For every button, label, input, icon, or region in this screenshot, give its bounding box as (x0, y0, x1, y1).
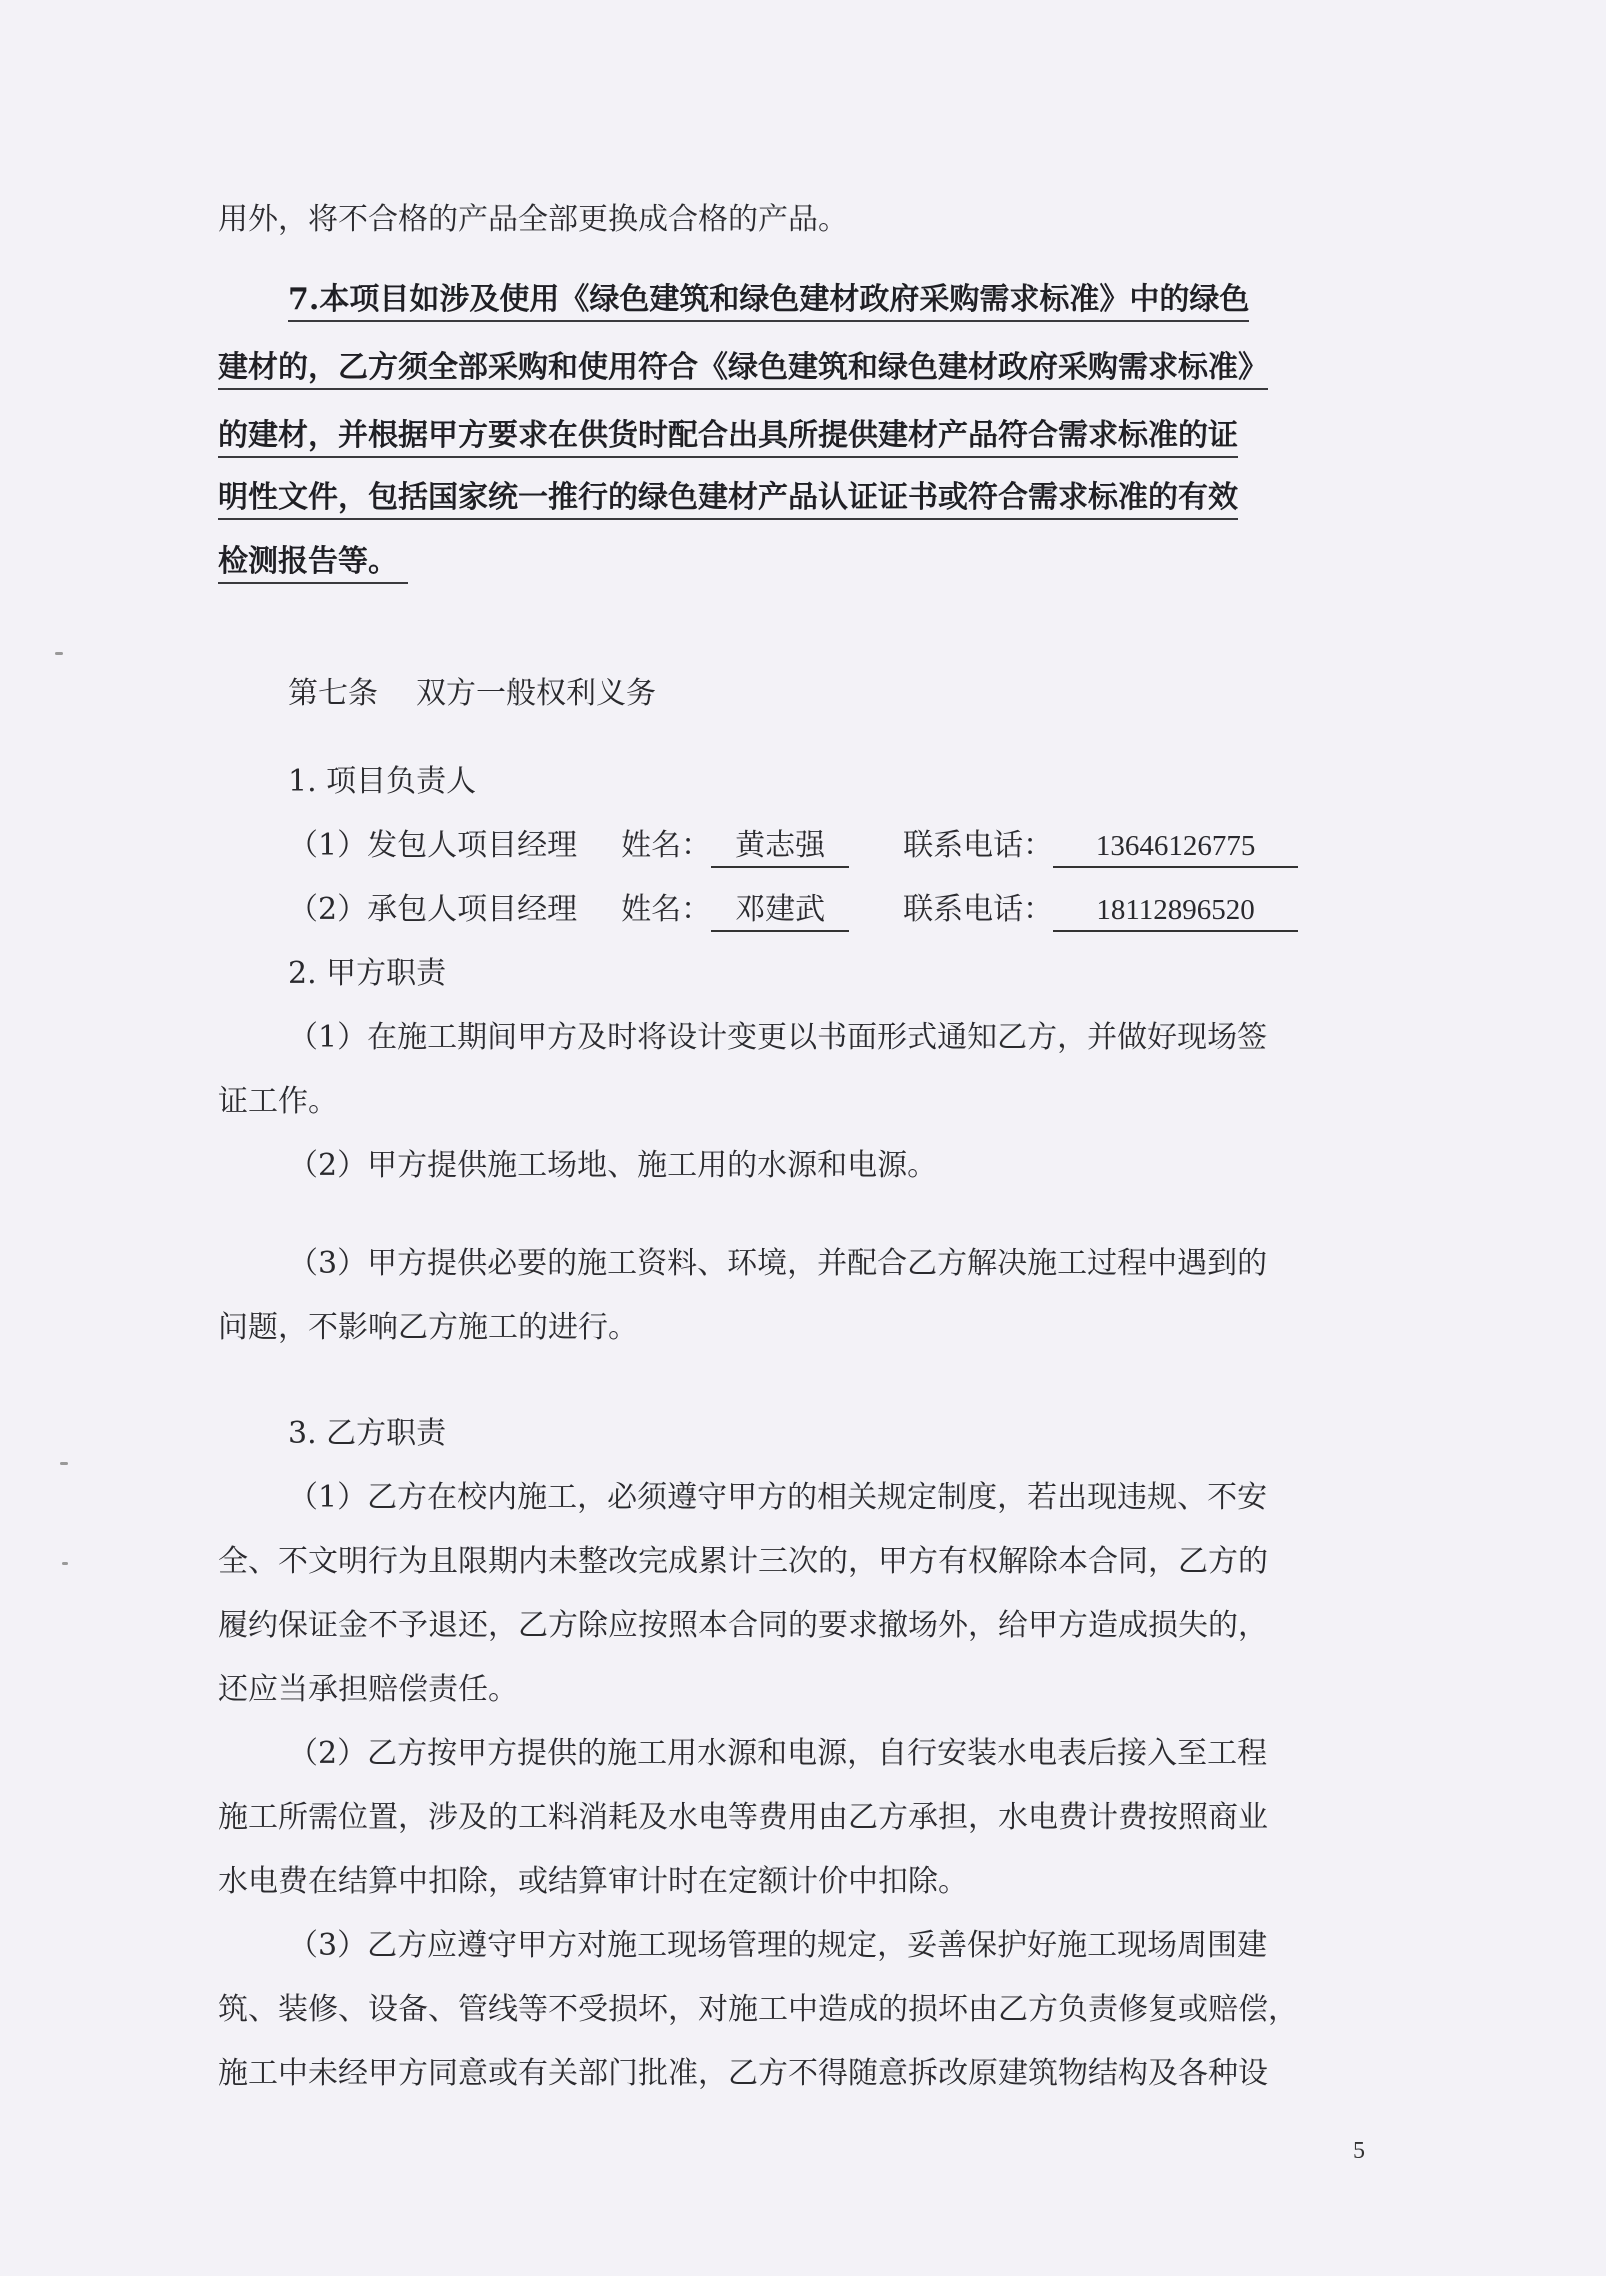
green-material-clause-line-4: 明性文件，包括国家统一推行的绿色建材产品认证证书或符合需求标准的有效 (218, 476, 1238, 520)
employer-pm-name: 黄志强 (711, 826, 849, 868)
section3-para: 施工中未经甲方同意或有关部门批准，乙方不得随意拆改原建筑物结构及各种设 (218, 2056, 1268, 2091)
section3-para: 筑、装修、设备、管线等不受损坏，对施工中造成的损坏由乙方负责修复或赔偿， (218, 1992, 1298, 2027)
pm-row-contractor: （2）承包人项目经理 姓名： 邓建武 联系电话： 18112896520 (288, 888, 1298, 932)
scan-speck (55, 652, 63, 655)
section2-para: （1）在施工期间甲方及时将设计变更以书面形式通知乙方，并做好现场签 (288, 1020, 1268, 1055)
section2-para: 证工作。 (218, 1084, 338, 1119)
green-material-clause-line-2: 建材的，乙方须全部采购和使用符合《绿色建筑和绿色建材政府采购需求标准》 (218, 346, 1268, 390)
section3-para: 履约保证金不予退还，乙方除应按照本合同的要求撤场外，给甲方造成损失的， (218, 1608, 1268, 1643)
article-heading (288, 672, 656, 716)
contractor-pm-name: 邓建武 (711, 890, 849, 932)
section3-para: 全、不文明行为且限期内未整改完成累计三次的，甲方有权解除本合同，乙方的 (218, 1544, 1268, 1579)
section3-para: 水电费在结算中扣除，或结算审计时在定额计价中扣除。 (218, 1864, 968, 1899)
page-number: 5 (1353, 2138, 1365, 2164)
section2-heading: 2. 甲方职责 (288, 956, 447, 991)
section3-para: 施工所需位置，涉及的工料消耗及水电等费用由乙方承担，水电费计费按照商业 (218, 1800, 1268, 1835)
section1-heading: 1. 项目负责人 (288, 764, 477, 799)
section3-para: （2）乙方按甲方提供的施工用水源和电源，自行安装水电表后接入至工程 (288, 1736, 1268, 1771)
article-number: 第七条 (288, 676, 378, 711)
article-title: 双方一般权利义务 (416, 676, 656, 711)
section2-para: （2）甲方提供施工场地、施工用的水源和电源。 (288, 1148, 938, 1183)
section3-heading: 3. 乙方职责 (288, 1416, 447, 1451)
green-material-clause-line-3: 的建材，并根据甲方要求在供货时配合出具所提供建材产品符合需求标准的证 (218, 414, 1238, 458)
para-continuation: 用外，将不合格的产品全部更换成合格的产品。 (218, 202, 848, 237)
scan-speck (60, 1462, 68, 1465)
employer-pm-phone: 13646126775 (1053, 826, 1298, 868)
section3-para: （3）乙方应遵守甲方对施工现场管理的规定，妥善保护好施工现场周围建 (288, 1928, 1268, 1963)
green-material-clause-line-5: 检测报告等。 (218, 540, 408, 584)
section2-para: 问题，不影响乙方施工的进行。 (218, 1310, 638, 1345)
section3-para: 还应当承担赔偿责任。 (218, 1672, 518, 1707)
pm-row-employer: （1）发包人项目经理 姓名： 黄志强 联系电话： 13646126775 (288, 824, 1298, 868)
contractor-pm-phone: 18112896520 (1053, 890, 1298, 932)
green-material-clause-line-1: 7.本项目如涉及使用《绿色建筑和绿色建材政府采购需求标准》中的绿色 (288, 278, 1249, 322)
section2-para: （3）甲方提供必要的施工资料、环境，并配合乙方解决施工过程中遇到的 (288, 1246, 1268, 1281)
section3-para: （1）乙方在校内施工，必须遵守甲方的相关规定制度，若出现违规、不安 (288, 1480, 1268, 1515)
scan-speck (62, 1562, 68, 1565)
